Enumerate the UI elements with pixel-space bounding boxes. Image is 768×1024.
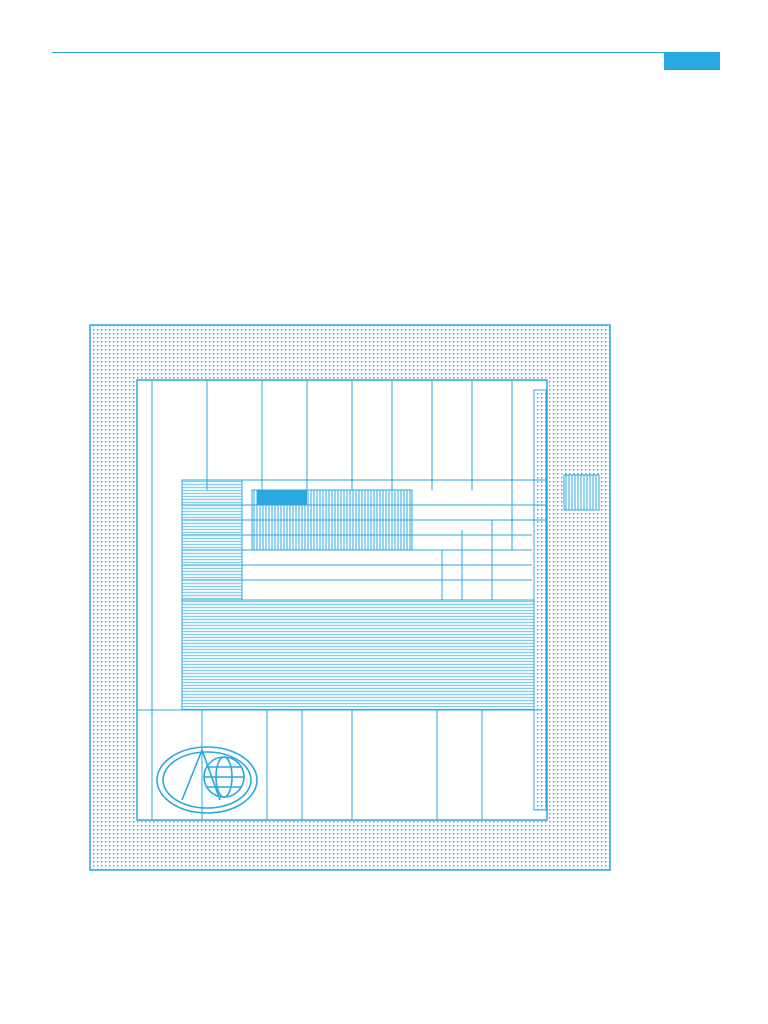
alu-block (182, 480, 242, 600)
mips-layout-figure (52, 280, 716, 910)
right-column-block (534, 390, 546, 810)
datapath-block (182, 600, 542, 710)
header-rule (52, 52, 720, 53)
control-block-dark (257, 490, 307, 505)
right-column-inner (564, 475, 599, 510)
figure-caption (52, 924, 56, 936)
page-number-box (664, 52, 720, 70)
